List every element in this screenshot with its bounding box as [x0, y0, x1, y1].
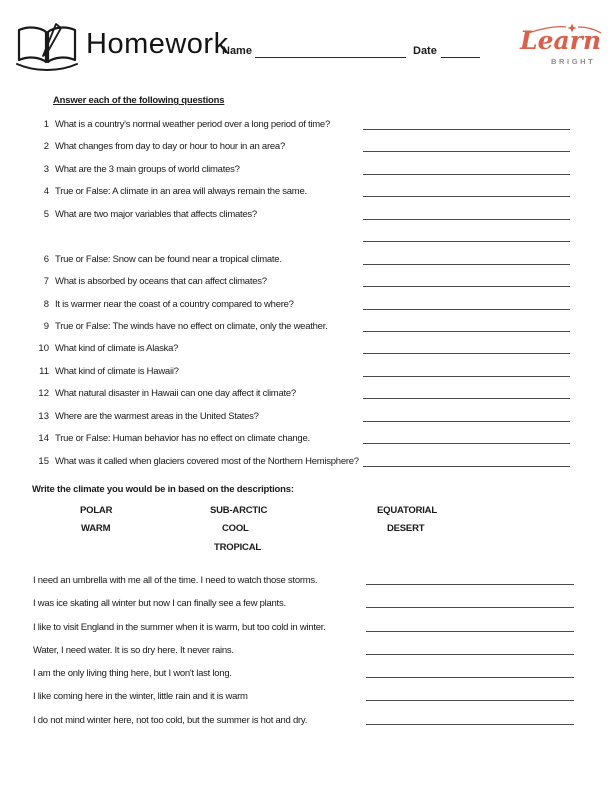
question-number: 11 [39, 365, 49, 377]
question-text: What was it called when glaciers covered most of the Northern Hemisphere? [55, 455, 359, 467]
question-row [30, 430, 582, 452]
answer-blank-line [363, 309, 570, 310]
question-text: What changes from day to day or hour to hour in an area? [55, 141, 285, 153]
question-text: What kind of climate is Hawaii? [55, 365, 179, 377]
answer-blank-line [366, 654, 574, 655]
question-row-extra-blank [30, 228, 582, 250]
question-row [30, 161, 582, 183]
answer-blank-line [363, 466, 570, 467]
question-text: What is absorbed by oceans that can affect climates? [55, 276, 267, 288]
date-blank-line [441, 44, 480, 58]
date-label: Date [413, 45, 437, 57]
question-text: What is a country's normal weather period over a long period of time? [55, 119, 330, 130]
homework-book-pencil-icon [15, 22, 79, 79]
section1-heading: Answer each of the following questions [53, 95, 225, 106]
question-number: 9 [43, 320, 49, 332]
answer-blank-line [363, 241, 570, 242]
question-row [30, 408, 582, 430]
statement-row [30, 711, 582, 734]
question-row [30, 340, 582, 362]
statement-text: I need an umbrella with me all of the time. I need to watch those storms. [33, 575, 318, 586]
statement-row [30, 618, 582, 641]
statement-text: I was ice skating all winter but now I can finally see a few plants. [33, 598, 286, 610]
climate-option-subarctic: SUB-ARCTIC [210, 505, 268, 516]
question-text: It is warmer near the coast of a country compared to where? [55, 298, 294, 310]
question-text: True or False: Snow can be found near a tropical climate. [55, 253, 282, 265]
question-number: 15 [38, 455, 49, 467]
answer-blank-line [366, 584, 574, 585]
question-text: What are the 3 main groups of world climates? [55, 163, 240, 175]
answer-blank-line [363, 264, 570, 265]
section2-heading: Write the climate you would be in based on the descriptions: [32, 484, 294, 495]
answer-blank-line [363, 443, 570, 444]
answer-blank-line [363, 353, 570, 354]
climate-option-warm: WARM [81, 523, 111, 534]
answer-blank-line [363, 151, 570, 152]
logo-script-text: Learn [520, 26, 602, 55]
question-row [30, 183, 582, 205]
question-number: 4 [43, 186, 49, 198]
statement-row [30, 571, 582, 594]
statement-row [30, 664, 582, 687]
question-text: What kind of climate is Alaska? [55, 343, 179, 355]
statement-text: I am the only living thing here, but I won't last long. [33, 668, 232, 680]
question-row [30, 251, 582, 273]
answer-blank-line [366, 607, 574, 608]
logo-sub-text: BRIGHT [551, 57, 596, 66]
statement-row [30, 594, 582, 617]
question-row [30, 318, 582, 340]
answer-blank-line [363, 286, 570, 287]
climate-option-tropical: TROPICAL [214, 542, 261, 553]
page-title: Homework [86, 28, 229, 60]
climate-option-desert: DESERT [387, 523, 425, 534]
answer-blank-line [366, 724, 574, 725]
question-number: 12 [38, 388, 49, 400]
question-row [30, 116, 582, 138]
name-label: Name [222, 45, 252, 57]
climate-option-equatorial: EQUATORIAL [377, 505, 437, 516]
question-row [30, 385, 582, 407]
question-number: 3 [43, 163, 49, 175]
statement-row [30, 641, 582, 664]
answer-blank-line [366, 700, 574, 701]
question-number: 13 [38, 410, 49, 422]
answer-blank-line [366, 677, 574, 678]
question-row [30, 296, 582, 318]
question-row [30, 273, 582, 295]
answer-blank-line [366, 631, 574, 632]
answer-blank-line [363, 219, 570, 220]
statement-text: I do not mind winter here, not too cold, but the summer is hot and dry. [33, 714, 308, 726]
questions-list [30, 116, 582, 475]
learn-bright-logo [520, 26, 606, 74]
question-number: 1 [43, 119, 49, 130]
question-text: What are two major variables that affects climates? [55, 208, 257, 220]
statement-text: I like coming here in the winter, little rain and it is warm [33, 691, 248, 703]
answer-blank-line [363, 376, 570, 377]
climate-option-polar: POLAR [80, 505, 113, 516]
question-number: 6 [43, 253, 49, 265]
question-number: 7 [43, 276, 49, 288]
question-text: True or False: The winds have no effect on climate, only the weather. [55, 320, 328, 332]
question-number: 2 [43, 141, 49, 153]
answer-blank-line [363, 331, 570, 332]
question-row [30, 206, 582, 228]
question-number: 8 [43, 298, 49, 310]
question-text: What natural disaster in Hawaii can one day affect it climate? [55, 388, 296, 400]
answer-blank-line [363, 196, 570, 197]
statement-text: Water, I need water. It is so dry here. It never rains. [33, 644, 234, 656]
statement-row [30, 687, 582, 710]
question-text: True or False: A climate in an area will always remain the same. [55, 186, 307, 198]
name-blank-line [255, 44, 406, 58]
statement-text: I like to visit England in the summer when it is warm, but too cold in winter. [33, 621, 326, 633]
answer-blank-line [363, 174, 570, 175]
question-row [30, 453, 582, 475]
climate-option-cool: COOL [222, 523, 249, 534]
question-text: Where are the warmest areas in the United States? [55, 410, 259, 422]
answer-blank-line [363, 421, 570, 422]
answer-blank-line [363, 129, 570, 130]
question-row [30, 138, 582, 160]
statements-list [30, 571, 582, 734]
question-number: 14 [38, 433, 49, 445]
answer-blank-line [363, 398, 570, 399]
question-text: True or False: Human behavior has no effect on climate change. [55, 433, 310, 445]
question-number: 5 [43, 208, 49, 220]
question-number: 10 [38, 343, 49, 355]
question-row [30, 363, 582, 385]
